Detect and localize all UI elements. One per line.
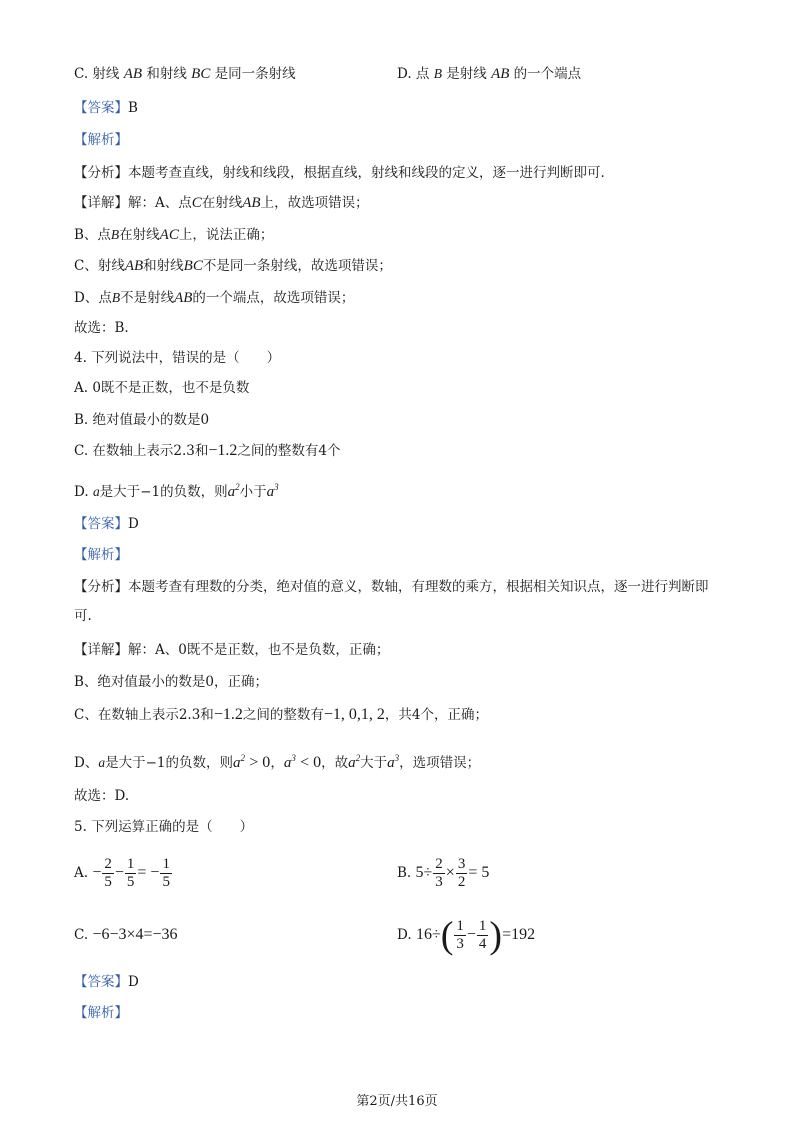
- page-footer: 第2页/共16页: [356, 1094, 438, 1109]
- q4-detail-a: 【详解】解：A、0既不是正数，也不是负数，正确；: [74, 642, 390, 658]
- q3-detail-a: 【详解】解：A、点C在射线AB上，故选项错误；: [74, 195, 369, 211]
- q3-detail-b: B、点B在射线AC上，说法正确；: [74, 227, 274, 243]
- q3-detail-c: C、射线AB和射线BC不是同一条射线，故选项错误；: [74, 258, 392, 274]
- q5-jiexi: 【解析】: [74, 1005, 128, 1021]
- q4-jiexi: 【解析】: [74, 547, 128, 563]
- q5-answer: 【答案】D: [74, 974, 139, 990]
- q3-option-c: C. 射线 AB 和射线 BC 是同一条射线: [74, 66, 296, 82]
- q3-choose: 故选：B.: [74, 320, 129, 336]
- q5-option-a: A. − $\frac{2}{5}$ − $\frac{1}{5}$ = − $\frac{1}{5}$: [74, 856, 170, 890]
- q5-option-b: B. 5÷ $\frac{2}{3}$ × $\frac{3}{2}$ = 5: [397, 856, 490, 890]
- q4-stem: 4. 下列说法中，错误的是（ ）: [74, 350, 281, 366]
- q4-analysis-line2: 可.: [74, 608, 92, 624]
- q4-detail-b: B、绝对值最小的数是0，正确；: [74, 674, 269, 690]
- q3-analysis: 【分析】本题考查直线，射线和线段，根据直线，射线和线段的定义，逐一进行判断即可.: [74, 165, 605, 181]
- q4-choose: 故选：D.: [74, 788, 130, 804]
- q4-detail-c: C、在数轴上表示2.3和−1.2之间的整数有−1, 0,1, 2，共4个，正确；: [74, 706, 488, 723]
- q3-detail-d: D、点B不是射线AB的一个端点，故选项错误；: [74, 290, 355, 306]
- q4-option-c: C. 在数轴上表示2.3和−1.2之间的整数有4个: [74, 442, 341, 459]
- q4-detail-d: D、a是大于−1的负数，则$a^2 > 0$，$a^3 < 0$，故$a^2$大于$a^3$，选项错误；: [74, 753, 481, 771]
- q4-option-a: A. 0既不是正数，也不是负数: [74, 380, 250, 396]
- q5-option-d: D. 16÷( $\frac{1}{3}$ − $\frac{1}{4}$ )=192: [397, 914, 536, 957]
- q4-option-b: B. 绝对值最小的数是0: [74, 412, 210, 428]
- q4-answer: 【答案】D: [74, 516, 139, 532]
- q3-option-d: D. 点 B 是射线 AB 的一个端点: [397, 66, 582, 82]
- q4-analysis-line1: 【分析】本题考查有理数的分类，绝对值的意义，数轴，有理数的乘方，根据相关知识点，逐一进行判断即: [74, 579, 709, 595]
- q4-option-d: D. a是大于−1的负数，则$a^2$小于$a^3$: [74, 482, 279, 500]
- q3-answer: 【答案】B: [74, 100, 138, 116]
- q3-jiexi: 【解析】: [74, 132, 128, 148]
- q5-stem: 5. 下列运算正确的是（ ）: [74, 819, 254, 835]
- q5-option-c: C. −6−3×4=−36: [74, 926, 178, 943]
